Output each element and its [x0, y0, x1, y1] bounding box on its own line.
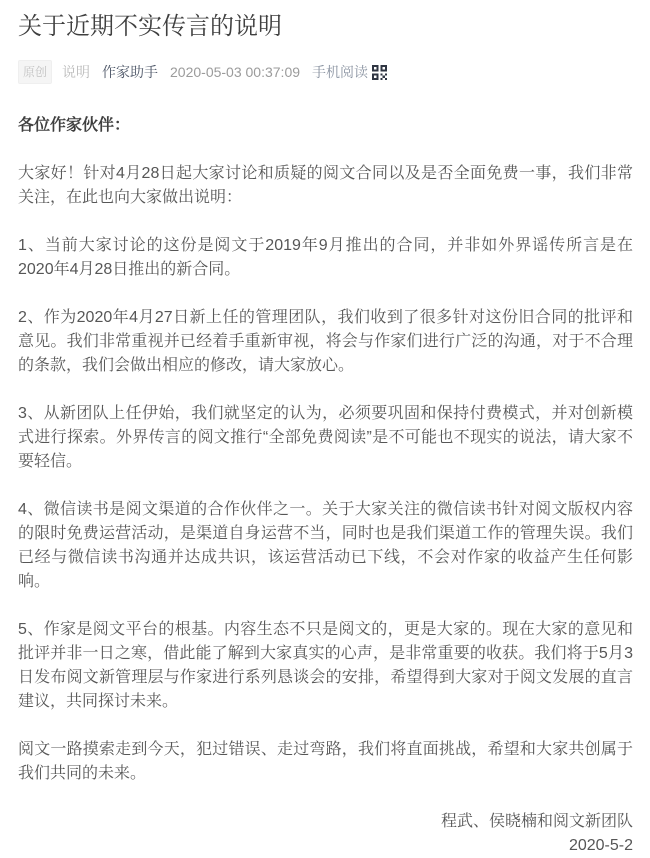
- author-link[interactable]: 作家助手: [102, 64, 159, 80]
- signature-date: 2020-5-2: [568, 837, 633, 854]
- signature-block: [18, 810, 633, 858]
- article-paragraph: 2、作为2020年4月27日新上任的管理团队，我们收到了很多针对这份旧合同的批评和意见。我们非常重视并已经着手重新审视，将会与作家们进行广泛的沟通，对于不合理的条款，我们会做出相应的修改，请大家放心。: [18, 309, 633, 374]
- article-paragraph: 阅文一路摸索走到今天，犯过错误、走过弯路，我们将直面挑战，希望和大家共创属于我们共同的未来。: [18, 741, 633, 782]
- original-badge: 原创: [18, 60, 52, 84]
- article-body: [18, 162, 633, 786]
- qr-code-icon[interactable]: [372, 65, 387, 80]
- article-paragraph: 1、当前大家讨论的这份是阅文于2019年9月推出的合同，并非如外界谣传所言是在2020年4月28日推出的新合同。: [18, 237, 633, 278]
- article-paragraph: 5、作家是阅文平台的根基。内容生态不只是阅文的，更是大家的。现在大家的意见和批评并非一日之寒，借此能了解到大家真实的心声，是非常重要的收获。我们将于5月3日发布阅文新管理层与作家进行系列恳谈会的安排，希望得到大家对于阅文发展的直言建议，共同探讨未来。: [18, 621, 633, 710]
- article-paragraph: 3、从新团队上任伊始，我们就坚定的认为，必须要巩固和保持付费模式，并对创新模式进行探索。外界传言的阅文推行“全部免费阅读”是不可能也不现实的说法，请大家不要轻信。: [18, 405, 633, 470]
- page-title: 关于近期不实传言的说明: [18, 13, 282, 40]
- article-paragraph: 4、微信读书是阅文渠道的合作伙伴之一。关于大家关注的微信读书针对阅文版权内容的限时免费运营活动，是渠道自身运营不当，同时也是我们渠道工作的管理失误。我们已经与微信读书沟通并达成共识，该运营活动已下线，不会对作家的收益产生任何影响。: [18, 501, 633, 590]
- article-meta: [18, 60, 633, 84]
- signature-names: 程武、侯晓楠和阅文新团队: [440, 813, 633, 830]
- article-paragraph: 大家好！针对4月28日起大家讨论和质疑的阅文合同以及是否全面免费一事，我们非常关注，在此也向大家做出说明：: [18, 165, 633, 206]
- category-label: 说明: [62, 64, 91, 80]
- publish-datetime: 2020-05-03 00:37:09: [170, 64, 301, 80]
- mobile-read-link[interactable]: 手机阅读: [312, 64, 369, 80]
- article-salutation: 各位作家伙伴：: [18, 117, 131, 134]
